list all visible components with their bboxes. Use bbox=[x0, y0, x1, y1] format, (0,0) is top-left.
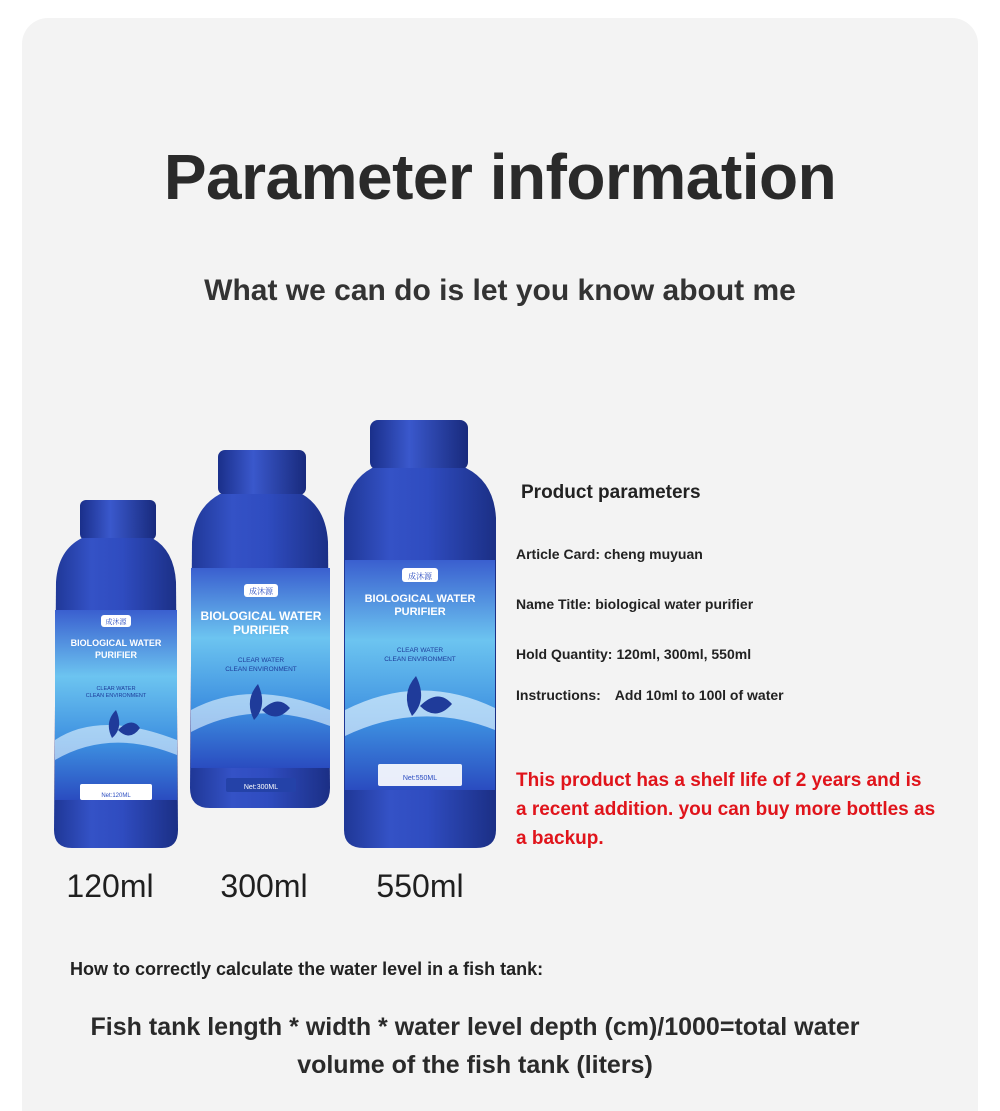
size-label-300ml: 300ml bbox=[220, 868, 308, 904]
bottle-550-name2: PURIFIER bbox=[394, 606, 446, 618]
formula-line-1: Fish tank length * width * water level depth (cm)/1000=total water bbox=[90, 1013, 860, 1041]
page-title: Parameter information bbox=[163, 141, 837, 213]
param-value: cheng muyuan bbox=[604, 546, 703, 562]
bottle-120-brand: 成沐源 bbox=[105, 618, 127, 626]
bottle-550-brand: 成沐源 bbox=[408, 572, 432, 581]
formula-line-2: volume of the fish tank (liters) bbox=[297, 1051, 653, 1079]
product-bottles-illustration bbox=[0, 410, 510, 870]
param-name-title bbox=[516, 596, 753, 612]
param-key: Hold Quantity: bbox=[516, 646, 613, 662]
param-value: Add 10ml to 100l of water bbox=[614, 687, 784, 703]
bottle-300-net: Net:300ML bbox=[243, 784, 279, 791]
bottle-120ml bbox=[54, 500, 178, 848]
calculation-formula bbox=[60, 1008, 890, 1084]
bottle-300-name2: PURIFIER bbox=[232, 623, 290, 637]
param-article-card bbox=[516, 546, 703, 562]
param-key: Name Title: bbox=[516, 596, 592, 612]
bottle-550ml bbox=[344, 420, 496, 848]
bottle-120-tag1: CLEAR WATER bbox=[96, 686, 136, 692]
bottle-120-name2: PURIFIER bbox=[94, 650, 138, 660]
bottle-550-tag2: CLEAN ENVIRONMENT bbox=[384, 656, 456, 663]
bottle-300-brand: 成沐源 bbox=[249, 587, 273, 596]
page-subtitle: What we can do is let you know about me bbox=[204, 274, 796, 307]
bottle-550-net: Net:550ML bbox=[402, 775, 438, 782]
param-instructions bbox=[516, 687, 784, 703]
param-hold-quantity bbox=[516, 646, 751, 662]
bottle-120-tag2: CLEAN ENVIRONMENT bbox=[85, 693, 147, 699]
bottle-550-name1: BIOLOGICAL WATER bbox=[364, 593, 476, 605]
bottle-300-tag2: CLEAN ENVIRONMENT bbox=[225, 666, 297, 673]
bottle-300-tag1: CLEAR WATER bbox=[237, 657, 285, 664]
bottle-120-net: Net:120ML bbox=[101, 793, 131, 799]
bottle-550-tag1: CLEAR WATER bbox=[396, 647, 444, 654]
bottle-120-name1: BIOLOGICAL WATER bbox=[70, 638, 162, 648]
size-label-120ml: 120ml bbox=[66, 868, 154, 904]
shelf-life-note: This product has a shelf life of 2 years and is a recent addition. you can buy more bottles as a backup. bbox=[516, 770, 936, 849]
size-label-550ml: 550ml bbox=[376, 868, 464, 904]
calculation-heading: How to correctly calculate the water level in a fish tank: bbox=[70, 959, 544, 979]
bottle-300-name1: BIOLOGICAL WATER bbox=[200, 609, 322, 623]
param-key: Instructions: bbox=[516, 687, 601, 703]
param-key: Article Card: bbox=[516, 546, 601, 562]
param-value: 120ml, 300ml, 550ml bbox=[616, 646, 752, 662]
parameters-heading: Product parameters bbox=[521, 482, 701, 503]
param-value: biological water purifier bbox=[595, 596, 754, 612]
bottle-300ml bbox=[190, 450, 330, 808]
